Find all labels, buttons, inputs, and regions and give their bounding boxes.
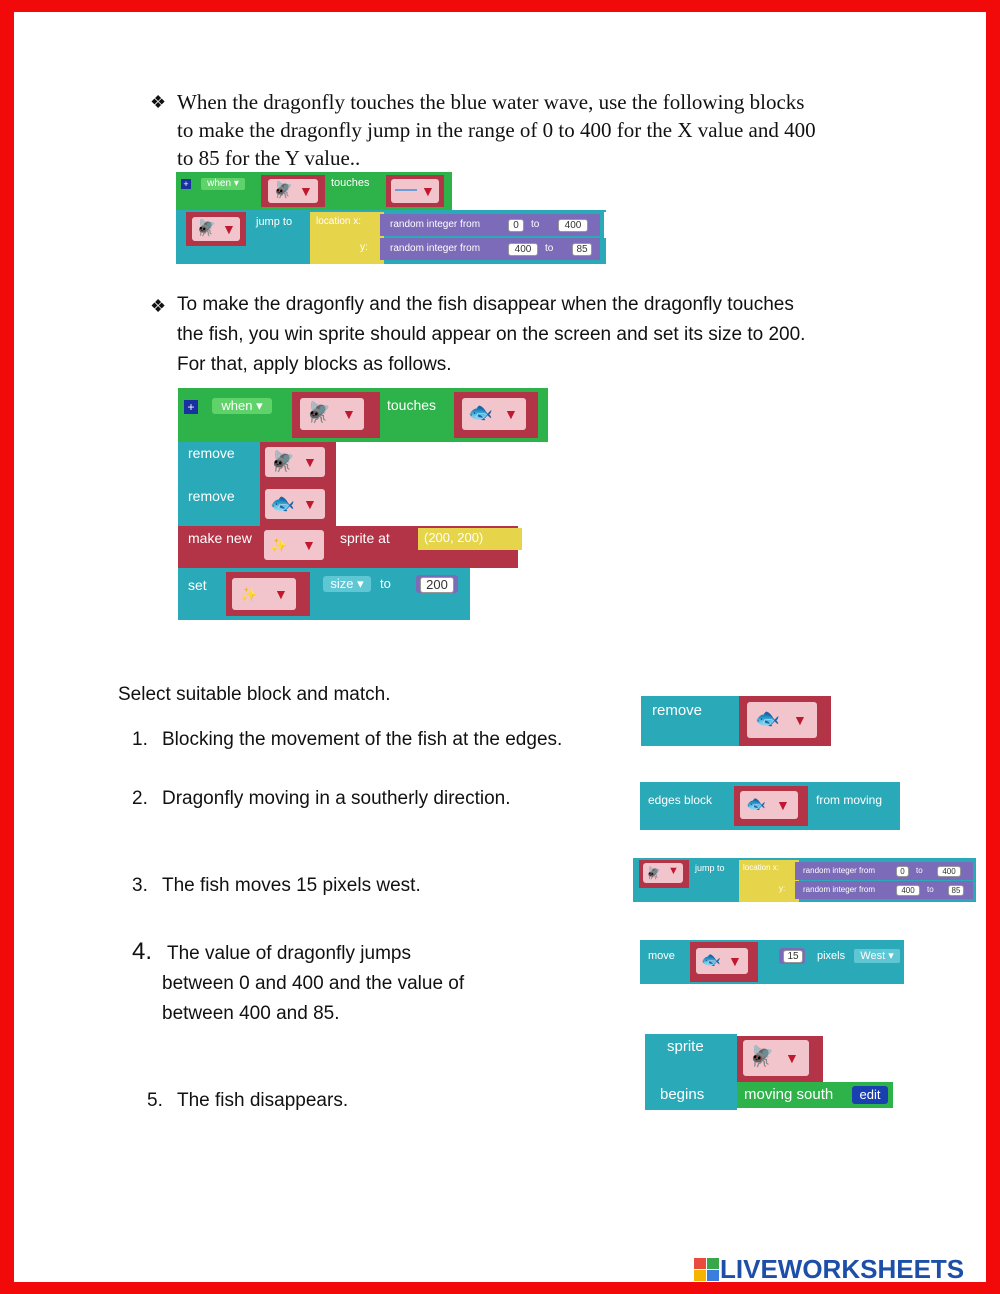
y-from-value: 400 xyxy=(508,243,538,256)
fish-selector xyxy=(462,398,526,430)
option-move-west[interactable] xyxy=(640,940,906,988)
option-jump-to[interactable] xyxy=(633,858,978,904)
dragonfly-selector xyxy=(743,1040,809,1076)
fish-selector xyxy=(696,948,748,974)
to-label: to xyxy=(531,219,540,230)
chevron-down-icon: ▼ xyxy=(222,221,236,237)
sprite-at-label: sprite at xyxy=(340,530,390,546)
dragonfly-icon: 🪰 xyxy=(646,866,661,880)
dragonfly-selector xyxy=(268,179,318,203)
plus-icon: + xyxy=(184,400,198,414)
match-item-5 xyxy=(147,1086,349,1116)
edges-block-label: edges block xyxy=(648,793,713,807)
instruction-2-line: To make the dragonfly and the fish disappear when the dragonfly touches xyxy=(177,294,794,315)
block-edge xyxy=(604,212,608,238)
fish-icon: 🐟 xyxy=(701,952,721,969)
match-item-2 xyxy=(132,784,511,814)
location-x-label: location x: xyxy=(316,216,362,227)
edit-button[interactable]: edit xyxy=(852,1086,888,1104)
chevron-down-icon: ▼ xyxy=(504,406,518,422)
chevron-down-icon: ▼ xyxy=(299,183,313,199)
coords-label: (200, 200) xyxy=(424,530,484,545)
instruction-1-line: to 85 for the Y value.. xyxy=(177,146,361,170)
chevron-down-icon: ▼ xyxy=(668,865,679,877)
item-number: 2. xyxy=(132,788,148,809)
chevron-down-icon: ▼ xyxy=(342,406,356,422)
item-text: The value of dragonfly jumps xyxy=(167,943,411,964)
size-dropdown: size ▾ xyxy=(323,576,371,592)
fish-icon: 🐟 xyxy=(270,493,295,515)
begins-label: begins xyxy=(660,1086,705,1103)
fish-selector xyxy=(740,791,798,819)
to-label: to xyxy=(545,243,554,254)
remove-label: remove xyxy=(188,445,235,461)
x-to-value: 400 xyxy=(937,866,961,877)
option-remove-fish[interactable] xyxy=(641,696,833,750)
y-from-value: 400 xyxy=(896,885,920,896)
to-label: to xyxy=(927,885,934,894)
match-item-1 xyxy=(132,725,563,755)
direction-dropdown: West ▾ xyxy=(854,949,900,963)
moving-south-label: moving south xyxy=(744,1086,834,1103)
when-dropdown: when ▾ xyxy=(201,178,245,190)
win-selector xyxy=(264,530,324,560)
location-x-label: location x: xyxy=(743,863,780,872)
remove-label: remove xyxy=(652,702,703,719)
random-y-label: random integer from xyxy=(390,243,481,254)
item-text: The fish disappears. xyxy=(177,1090,349,1111)
dragonfly-icon: 🪰 xyxy=(196,220,216,237)
dragonfly-icon: 🪰 xyxy=(270,451,295,473)
instruction-2-line: For that, apply blocks as follows. xyxy=(177,354,452,375)
dragonfly-icon: 🪰 xyxy=(749,1046,774,1068)
jump-to-label: jump to xyxy=(695,863,725,873)
y-to-value: 85 xyxy=(572,243,592,256)
instruction-2 xyxy=(177,290,897,380)
fish-selector xyxy=(265,489,325,519)
fish-selector xyxy=(747,702,817,738)
fish-icon: 🐟 xyxy=(746,796,766,813)
dragonfly-selector xyxy=(265,447,325,477)
diamond-bullet-icon: ❖ xyxy=(150,296,167,316)
instruction-1-line: When the dragonfly touches the blue water wave, use the following blocks xyxy=(177,90,805,114)
match-item-4 xyxy=(132,937,552,1024)
remove-label: remove xyxy=(188,488,235,504)
dragonfly-selector xyxy=(643,863,683,883)
random-x-label: random integer from xyxy=(803,866,876,875)
item-text: The fish moves 15 pixels west. xyxy=(162,875,421,896)
item-number: 4. xyxy=(132,938,153,965)
match-heading: Select suitable block and match. xyxy=(118,684,391,705)
chevron-down-icon: ▼ xyxy=(776,797,790,813)
win-selector xyxy=(232,578,296,610)
dragonfly-icon: 🪰 xyxy=(306,402,331,424)
liveworksheets-logo-icon xyxy=(694,1258,722,1282)
instruction-2-line: the fish, you win sprite should appear on the screen and set its size to 200. xyxy=(177,324,806,345)
y-label: y: xyxy=(360,242,368,253)
y-to-value: 85 xyxy=(948,885,964,896)
chevron-down-icon: ▼ xyxy=(303,496,317,512)
item-text-line: between 400 and 85. xyxy=(162,1003,340,1024)
match-item-3 xyxy=(132,871,421,901)
win-sprite-icon: ✨ xyxy=(270,537,288,553)
move-label: move xyxy=(648,950,675,962)
jump-to-label: jump to xyxy=(256,216,293,228)
set-label: set xyxy=(188,577,207,593)
to-label: to xyxy=(916,866,923,875)
dragonfly-icon: 🪰 xyxy=(273,182,293,199)
make-new-label: make new xyxy=(188,530,252,546)
to-label: to xyxy=(380,576,391,591)
dragonfly-selector xyxy=(192,217,240,241)
chevron-down-icon: ▼ xyxy=(274,586,288,602)
instruction-1 xyxy=(177,88,897,172)
random-x-label: random integer from xyxy=(390,219,481,230)
item-text: Dragonfly moving in a southerly direction. xyxy=(162,788,511,809)
chevron-down-icon: ▼ xyxy=(793,712,807,728)
size-value: 200 xyxy=(420,577,454,593)
x-from-value: 0 xyxy=(896,866,909,877)
touches-label: touches xyxy=(387,397,437,413)
item-text-line: between 0 and 400 and the value of xyxy=(162,973,465,994)
chevron-down-icon: ▼ xyxy=(421,183,435,199)
item-number: 1. xyxy=(132,729,148,750)
water-wave-icon xyxy=(395,189,417,191)
option-moving-south[interactable] xyxy=(645,1034,895,1112)
random-y-label: random integer from xyxy=(803,885,876,894)
jump-block-example xyxy=(176,172,610,266)
item-number: 3. xyxy=(132,875,148,896)
plus-icon: + xyxy=(181,179,191,189)
sprite-label: sprite xyxy=(667,1038,704,1055)
chevron-down-icon: ▼ xyxy=(785,1050,799,1066)
fish-icon: 🐟 xyxy=(468,402,493,424)
chevron-down-icon: ▼ xyxy=(303,454,317,470)
disappear-block-example xyxy=(178,388,550,624)
y-label: y: xyxy=(779,884,786,893)
pixels-label: pixels xyxy=(817,950,846,962)
item-number: 5. xyxy=(147,1090,163,1111)
wave-selector xyxy=(391,179,439,203)
chevron-down-icon: ▼ xyxy=(728,953,742,969)
x-from-value: 0 xyxy=(508,219,524,232)
touches-label: touches xyxy=(331,177,370,189)
x-to-value: 400 xyxy=(558,219,588,232)
from-moving-label: from moving xyxy=(816,793,883,807)
pixels-value: 15 xyxy=(783,950,803,963)
dragonfly-selector xyxy=(300,398,364,430)
instruction-1-line: to make the dragonfly jump in the range of 0 to 400 for the X value and 400 xyxy=(177,118,816,142)
win-sprite-icon: ✨ xyxy=(240,586,258,602)
item-text: Blocking the movement of the fish at the edges. xyxy=(162,729,563,750)
option-edges-block[interactable] xyxy=(640,782,902,832)
liveworksheets-logo: LIVEWORKSHEETS xyxy=(720,1254,965,1284)
diamond-bullet-icon: ❖ xyxy=(150,92,167,112)
fish-icon: 🐟 xyxy=(755,708,780,730)
when-dropdown: when ▾ xyxy=(212,398,272,414)
chevron-down-icon: ▼ xyxy=(302,537,316,553)
